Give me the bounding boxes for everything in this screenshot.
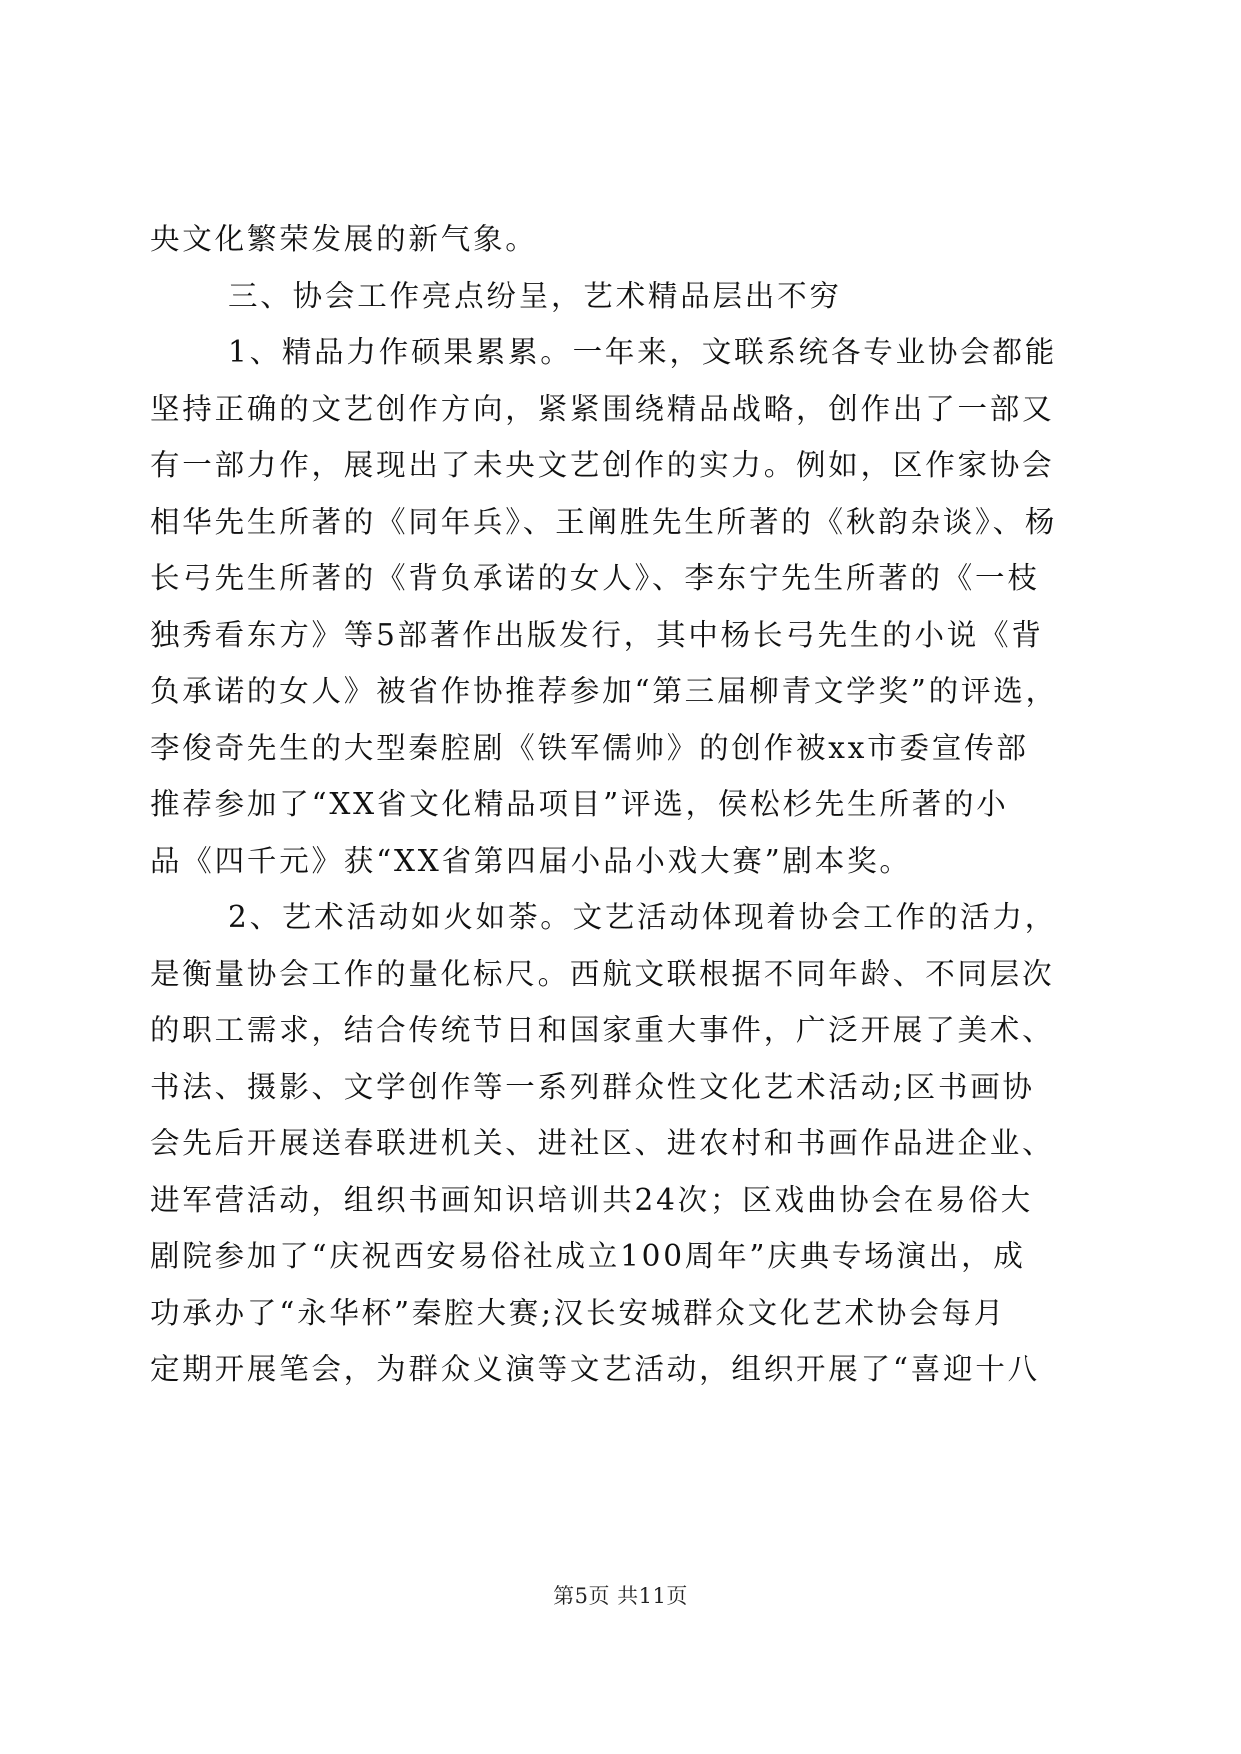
- text-line: 李俊奇先生的大型秦腔剧《铁军儒帅》的创作被xx市委宣传部: [150, 730, 1029, 765]
- text-line: 书法、摄影、文学创作等一系列群众性文化艺术活动;区书画协: [150, 1069, 1035, 1104]
- text-line: 有一部力作，展现出了未央文艺创作的实力。例如，区作家协会: [150, 448, 1055, 482]
- text-line: 会先后开展送春联进机关、进社区、进农村和书画作品进企业、: [150, 1126, 1055, 1160]
- section-heading: 三、协会工作亮点纷呈，艺术精品层出不穷: [228, 278, 842, 313]
- text-line: 的职工需求，结合传统节日和国家重大事件，广泛开展了美术、: [150, 1013, 1055, 1047]
- text-line: 剧院参加了“庆祝西安易俗社成立100周年”庆典专场演出，成: [150, 1239, 1026, 1273]
- text-line: 1、精品力作硕果累累。一年来，文联系统各专业协会都能: [228, 335, 1058, 369]
- text-line: 定期开展笔会，为群众义演等文艺活动，组织开展了“喜迎十八: [150, 1352, 1040, 1386]
- text-line: 2、艺术活动如火如荼。文艺活动体现着协会工作的活力，: [228, 900, 1058, 934]
- text-line: 负承诺的女人》被省作协推荐参加“第三届柳青文学奖”的评选，: [150, 674, 1058, 708]
- text-line: 独秀看东方》等5部著作出版发行，其中杨长弓先生的小说《背: [150, 617, 1044, 652]
- text-line: 相华先生所著的《同年兵》、王阐胜先生所著的《秋韵杂谈》、杨: [150, 504, 1058, 539]
- text-line: 央文化繁荣发展的新气象。: [150, 222, 538, 256]
- page-number-footer: 第5页 共11页: [553, 1584, 688, 1608]
- text-line: 是衡量协会工作的量化标尺。西航文联根据不同年龄、不同层次: [150, 956, 1055, 991]
- text-line: 推荐参加了“XX省文化精品项目”评选，侯松杉先生所著的小: [150, 787, 1009, 821]
- text-line: 长弓先生所著的《背负承诺的女人》、李东宁先生所著的《一枝: [150, 561, 1040, 595]
- document-body: [150, 211, 1090, 1398]
- text-line: 品《四千元》获“XX省第四届小品小戏大赛”剧本奖。: [150, 843, 912, 878]
- text-line: 功承办了“永华杯”秦腔大赛;汉长安城群众文化艺术协会每月: [150, 1295, 1007, 1330]
- text-line: 进军营活动，组织书画知识培训共24次；区戏曲协会在易俗大: [150, 1182, 1033, 1217]
- text-line: 坚持正确的文艺创作方向，紧紧围绕精品战略，创作出了一部又: [150, 391, 1055, 426]
